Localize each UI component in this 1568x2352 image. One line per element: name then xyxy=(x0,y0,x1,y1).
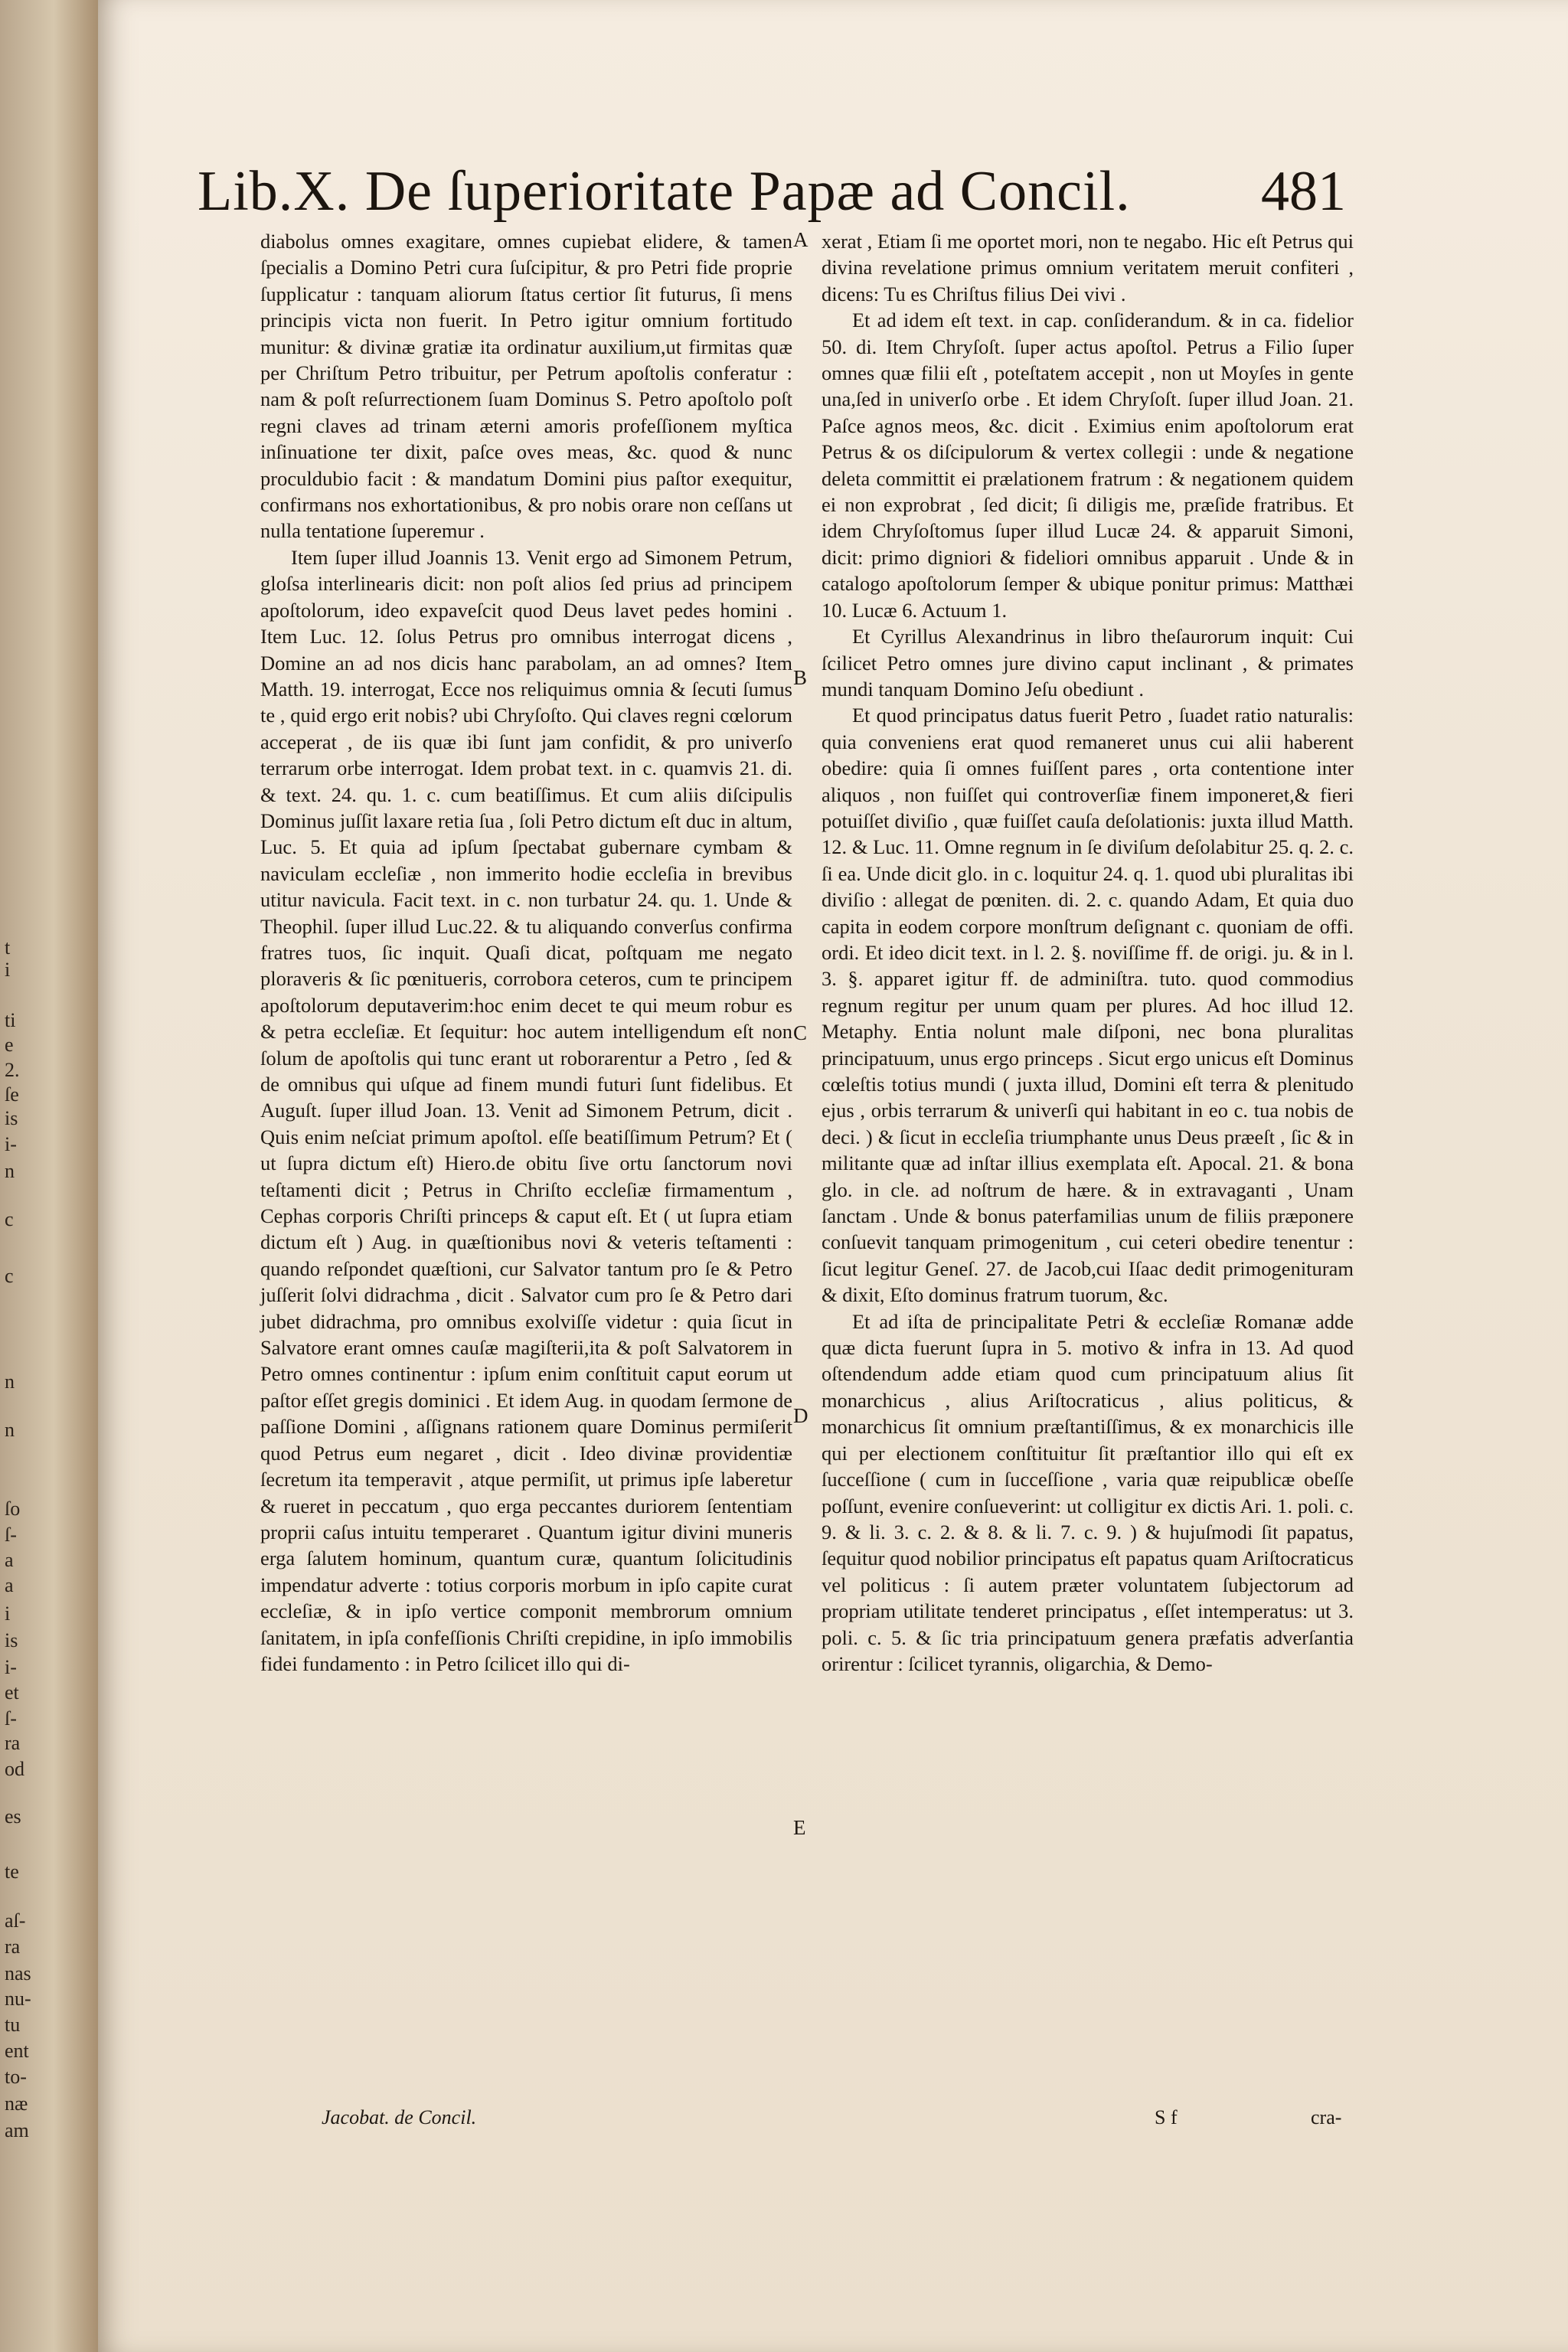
facing-page-fragment: ra xyxy=(5,1936,21,1958)
facing-page-fragment: t xyxy=(5,936,11,959)
margin-marker-e: E xyxy=(793,1816,806,1839)
facing-page-fragment: et xyxy=(5,1681,19,1704)
facing-page-fragment: ti xyxy=(5,1009,16,1031)
facing-page-fragment: ent xyxy=(5,2040,29,2062)
facing-page-fragment: n xyxy=(5,1419,15,1441)
right-paragraph: xerat , Etiam ſi me oportet mori, non te negabo. Hic eſt Petrus qui divina revelatione primus omnium veritatem meruit confiteri , dicens: Tu es Chriſtus filius Dei vivi . xyxy=(822,230,1354,305)
facing-page-fragment: nas xyxy=(5,1962,31,1984)
right-paragraph: Et ad iſta de principalitate Petri & eccleſiæ Romanæ adde quæ dicta fuerunt ſupra in 5. motivo & infra in 13. Ad quod oſtendendum adde etiam quod cum principatuum alius ſit monarchicus , alius Ariſtocraticus , alius politicus, & monarchicus ſit omnium præſtantiſſimus, & ex monarchicis ille qui per electionem conſtituitur ſit præſtantior illo qui eſt ex ſucceſſione ( cum in ſucceſſione , varia quæ reipublicæ obeſſe poſſunt, evenire conſueverint: ut colligitur ex dictis Ari. 1. poli. c. 9. & li. 3. c. 2. & 8. & li. 7. c. 9. ) & hujuſmodi ſit papatus, ſequitur quod nobilior principatus eſt papatus quam Ariſtocraticus vel politicus : ſi autem præter voluntatem ſubjectorum ad propriam utilitate tenderet principatus , eſſet intemperatus: ut 3. poli. c. 5. & ſic tria principatuum genera præfatis adverſantia orirentur : ſcilicet tyrannis, oligarchia, & Demo- xyxy=(822,1309,1354,1675)
facing-page-fragment: ſ- xyxy=(5,1707,17,1730)
facing-page-fragment: i xyxy=(5,1602,11,1625)
facing-page-edge xyxy=(0,0,98,2352)
facing-page-fragment: a xyxy=(5,1574,14,1596)
left-paragraph: diabolus omnes exagitare, omnes cupiebat elidere, & tamen ſpecialis a Domino Petri cura ſuſcipitur, & pro Petri fide proprie ſupplicatur : tanquam aliorum ſtatus certior ſit futurus, ſi mens principis victa non fuerit. In Petro igitur omnium fortitudo munitur: & divinæ gratiæ ita ordinatur auxilium,ut firmitas quæ per Chriſtum Petro tribuitur, per Petrum apoſtolis conferatur : nam & poſt reſurrectionem ſuam Dominus S. Petro apoſtolo poſt regni claves ad trinam æterni amoris profeſſionem myſtica inſinuatione ter dixit, paſce oves meas, &c. quod & nunc proculdubio facit : & mandatum Domini pius paſtor exequitur, confirmans nos exhortationibus, & pro nobis orare non ceſſans ut nulla tentatione ſuperemur . xyxy=(260,230,792,543)
facing-page-fragment: i xyxy=(5,959,11,981)
footer-signature: Jacobat. de Concil. xyxy=(322,2106,477,2128)
margin-marker-b: B xyxy=(793,666,808,689)
facing-page-fragment: to- xyxy=(5,2066,27,2088)
right-column xyxy=(822,228,1354,1677)
margin-marker-c: C xyxy=(793,1021,808,1044)
signature-mark: S f xyxy=(1155,2106,1178,2128)
facing-page-fragment: e xyxy=(5,1034,14,1056)
right-paragraph: Et ad idem eſt text. in cap. conſiderandum. & in ca. fidelior 50. di. Item Chryſoſt. ſuper actus apoſtol. Petrus a Filio ſuper omnes quæ filii eſt , poteſtatem accepit , non ut Moyſes in gente una,ſed in univerſo orbe . Et idem Chryſoſt. ſuper illud Joan. 21. Paſce agnos meos, &c. dicit . Eximius enim apoſtolorum erat Petrus & os diſcipulorum & vertex collegii : unde & negatione deleta committit ei prælationem fratrum : & negationem quidem ei non exprobrat , ſed dicit; ſi diligis me, præſide fratribus. Et idem Chryſoſtomus ſuper illud Lucæ 24. & apparuit Simoni, dicit: primo digniori & fideliori omnibus apparuit . Unde & in catalogo apoſtolorum ſemper & ubique ponitur primus: Matthæi 10. Lucæ 6. Actuum 1. xyxy=(822,309,1354,622)
right-paragraph: Et Cyrillus Alexandrinus in libro theſaurorum inquit: Cui ſcilicet Petro omnes jure divino caput inclinant , & primates mundi tanquam Domino Jeſu obediunt . xyxy=(822,625,1354,701)
facing-page-fragment: ſo xyxy=(5,1498,21,1520)
catchword: cra- xyxy=(1311,2106,1342,2128)
facing-page-fragment: od xyxy=(5,1758,24,1780)
facing-page-fragment: i- xyxy=(5,1133,17,1155)
page-title: Lib.X. De ſuperioritate Papæ ad Concil. xyxy=(198,160,1131,223)
facing-page-fragment: a xyxy=(5,1549,14,1571)
facing-page-fragment: n xyxy=(5,1370,15,1393)
facing-page-fragment: is xyxy=(5,1107,18,1129)
facing-page-fragment: nu- xyxy=(5,1988,31,2010)
running-header xyxy=(198,145,1346,237)
facing-page-fragment: ſe xyxy=(5,1083,19,1106)
facing-page-fragment: aſ- xyxy=(5,1909,26,1932)
left-column xyxy=(260,228,792,1677)
facing-page-fragment: 2. xyxy=(5,1059,20,1081)
right-paragraph: Et quod principatus datus fuerit Petro , ſuadet ratio naturalis: quia conveniens erat quod remaneret unus cui alii haberent obedire: quia ſi omnes fuiſſent pares , orta contentione inter aliquos , non fuiſſet qui controverſiæ finem imponeret,& fieri potuiſſet diviſio , quæ fuiſſet cauſa deſolationis: juxta illud Matth. 12. & Luc. 11. Omne regnum in ſe diviſum deſolabitur 25. q. 2. c. ſi ea. Unde dicit glo. in c. loquitur 24. q. 1. quod ubi pluralitas ibi diviſio : allegat de pœniten. di. 2. c. quando Adam, Et quia duo capita in eodem corpore monſtrum deſignant c. quoniam de offi. ordi. Et ideo dicit text. in l. 2. §. noviſſime ff. de origi. ju. & in l. 3. §. apparet igitur ff. de adminiſtra. tuto. quod commodius regnum regitur per unum quam per plures. Ad hoc illud 12. Metaphy. Entia nolunt male diſponi, nec bona pluralitas principatuum, unus ergo princeps . Sicut ergo unicus eſt Dominus cœleſtis totius mundi ( juxta illud, Domini eſt terra & plenitudo ejus , orbis terrarum & univerſi qui habitant in eo c. tua nobis de deci. ) & ſicut in eccleſia triumphante unus Deus præeſt , ſic & in militante quæ ad inſtar illius exemplata eſt. Apocal. 21. & bona glo. in cle. ad noſtrum de hære. & in extravaganti , Unam ſanctam . Unde & bonus paterfamilias unum de filiis præponere conſuevit tanquam primogenitum , cui ceteri obedire tenentur : ſicut legitur Geneſ. 27. de Jacob,cui Iſaac dedit primogenituram & dixit, Eſto dominus fratrum tuorum, &c. xyxy=(822,704,1354,1307)
facing-page-fragment: am xyxy=(5,2119,29,2141)
facing-page-fragment: is xyxy=(5,1629,18,1651)
facing-page-fragment: næ xyxy=(5,2092,28,2115)
facing-page-fragment: es xyxy=(5,1805,21,1828)
page-number: 481 xyxy=(1261,160,1346,223)
left-paragraph: Item ſuper illud Joannis 13. Venit ergo ad Simonem Petrum, gloſsa interlinearis dicit: non poſt alios ſed prius ad principem apoſtolorum, ideo expaveſcit quod Deus lavet pedes homini . Item Luc. 12. ſolus Petrus pro omnibus interrogat dicens , Domine an ad nos dicis hanc parabolam, an ad omnes? Item Matth. 19. interrogat, Ecce nos reliquimus omnia & ſecuti ſumus te , quid ergo erit nobis? ubi Chryſoſto. Qui claves regni cœlorum acceperat , de iis quæ ibi ſunt jam confidit, & pro univerſo terrarum orbe interrogat. Idem probat text. in c. quamvis 21. di. & text. 24. qu. 1. c. cum beatiſſimus. Et cum aliis diſcipulis Dominus juſſit laxare retia ſua , ſoli Petro dictum eſt duc in altum, Luc. 5. Et quia ad ipſum ſpectabat gubernare cymbam & naviculam eccleſiæ , non immerito hodie eccleſia in brevibus utitur navicula. Facit text. in c. non turbatur 24. qu. 1. Unde & Theophil. ſuper illud Luc.22. & tu aliquando converſus confirma fratres tuos, ſic inquit. Quaſi dicat, poſtquam me negato ploraveris & ſic pœnitueris, corrobora ceteros, cum te principem apoſtolorum deputaverim:hoc enim decet te qui meum robur es & petra eccleſiæ. Et ſequitur: hoc autem intelligendum eſt non ſolum de apoſtolis qui tunc erant ut roborarentur a Petro , ſed & de omnibus qui uſque ad finem mundi futuri ſunt fidelibus. Et Auguſt. ſuper illud Joan. 13. Venit ad Simonem Petrum, dicit . Quis enim neſciat primum apoſtol. eſſe beatiſſimum Petrum? Et ( ut ſupra dictum eſt) Hiero.de obitu ſive ortu ſanctorum novi teſtamenti dicit ; Petrus in Chriſto eccleſiæ firmamentum , Cephas corporis Chriſti princeps & caput eſt. Et ( ut ſupra etiam dictum eſt ) Aug. in quæſtionibus novi & veteris teſtamenti : quando reſpondet quæſtioni, cur Salvator tantum pro ſe & Petro juſſerit ſolvi didrachma , dicit . Salvator cum pro ſe & Petro dari jubet didrachma, pro omnibus exolviſſe videtur : quia ſicut in Salvatore erant omnes cauſæ magiſterii,ita & poſt Salvatorem in Petro omnes continentur : ipſum enim conſtituit caput eorum ut paſtor eſſet gregis dominici . Et idem Aug. in quodam ſermone de paſſione Domini , aſſignans rationem quare Dominus permiſerit quod Petrus eum negaret , dicit . Ideo divinæ providentiæ ſecretum ita temperavit , atque permiſit, ut primus ipſe laberetur & rueret in peccatum , quo erga peccantes duriorem ſententiam proprii caſus intuitu temperaret . Quantum igitur divini muneris erga ſalutem hominum, quantum curæ, quantum ſolicitudinis impendatur adverte : totius corporis morbum in ipſo capite curat eccleſiæ, & in ipſo vertice componit membrorum omnium ſanitatem, in ipſa confeſſionis Chriſti crepidine, in ipſo immobilis fidei fundamento : in Petro ſcilicet illo qui di- xyxy=(260,545,792,1675)
facing-page-fragment: ſ- xyxy=(5,1524,17,1546)
facing-page-fragment: ra xyxy=(5,1732,21,1754)
facing-page-fragment: i- xyxy=(5,1656,17,1678)
facing-page-fragment: c xyxy=(5,1208,14,1230)
facing-page-fragment: tu xyxy=(5,2014,21,2036)
facing-page-fragment: c xyxy=(5,1265,14,1287)
facing-page-fragment: te xyxy=(5,1860,19,1883)
margin-marker-d: D xyxy=(793,1404,808,1427)
margin-marker-a: A xyxy=(793,228,808,251)
facing-page-fragment: n xyxy=(5,1160,15,1182)
